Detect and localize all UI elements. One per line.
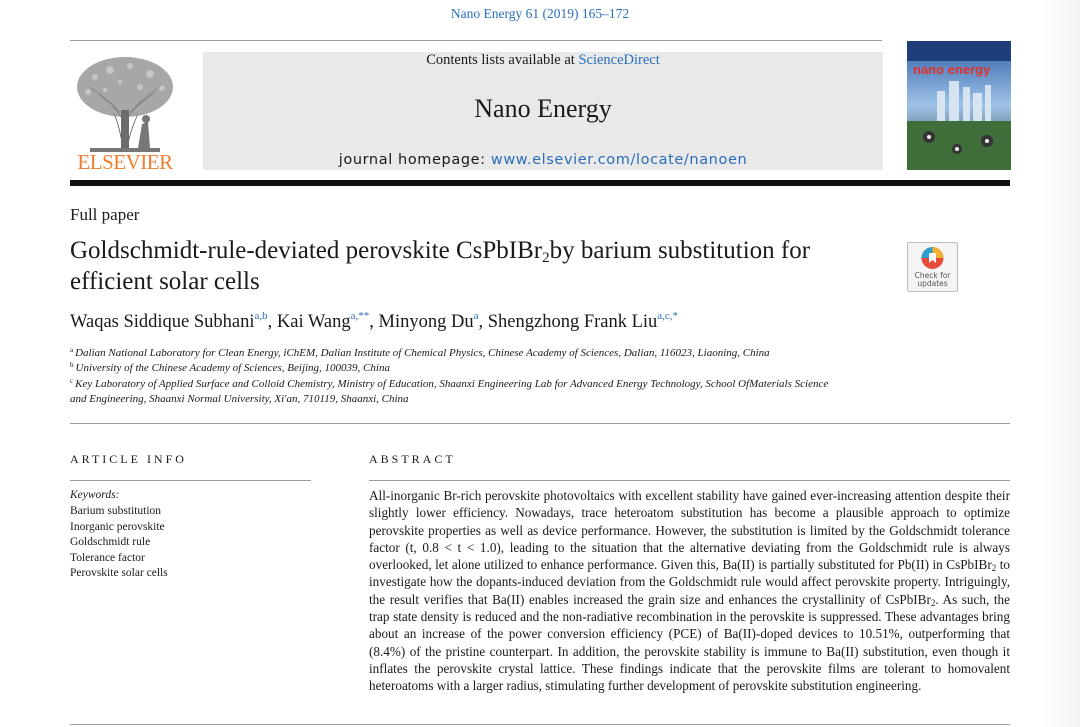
affiliation-c-continued: and Engineering, Shaanxi Normal University, Xi'an, 710119, Shaanxi, China [70, 393, 409, 405]
top-divider [70, 40, 882, 41]
page-edge-shadow [1040, 0, 1080, 727]
article-title: Goldschmidt-rule-deviated perovskite CsPbIBr$_2$by barium substitution for efficient solar cells [70, 237, 811, 295]
author[interactable]: Kai Wang$^{a,**}$ [276, 310, 370, 332]
contents-line [203, 52, 883, 69]
journal-cover-image[interactable] [907, 41, 1011, 170]
affiliation-c: $^c$ Key Laboratory of Applied Surface and Colloid Chemistry, Ministry of Education, Shaanxi Engineering Lab for Advanced Energy Technology, School OfMaterials Science [70, 377, 829, 390]
author-list: Waqas Siddique Subhani$^{a,b}$, Kai Wang$^{a,**}$, Minyong Du$^a$, Shengzhong Frank Liu$^{a,c,*}$ [70, 310, 679, 332]
keywords-label: Keywords: [70, 489, 120, 501]
affiliation-b: $^b$ University of the Chinese Academy of Sciences, Beijing, 100039, China [70, 361, 390, 374]
check-updates-icon [908, 243, 957, 273]
author[interactable]: Minyong Du$^a$ [378, 310, 479, 332]
journal-name: Nano Energy [474, 94, 612, 123]
abstract-text: All-inorganic Br-rich perovskite photovoltaics with excellent stability have gained ever-increasing attention despite their slightly lower efficiency. Nowadays, trace heteroatom substitution has become a plausible approach to optimize perovskite properties as well as device performance. However, the substitution is limited by the Goldschmidt tolerance factor (t, 0.8 < t < 1.0), leading to the situation that the alternative deviating from the Goldschmidt rule is always overlooked, let alone utilized to enhance performance. Given this, Ba(II) is partially substituted for Pb(II) in CsPbIBr$_2$ to investigate how the dopants-induced deviation from the Goldschmidt rule would affect perovskite property. Intriguingly, the result verifies that Ba(II) enables increased the grain size and enhances the crystallinity of CsPbIBr$_2$. As such, the trap state density is reduced and the non-radiative recombination in the perovskite is suppressed. These advantages bring about an increase of the power conversion efficiency (PCE) of Ba(II)-doped devices to 10.51%, outperforming that (8.4%) of the pristine counterpart. In addition, the perovskite stability is immune to Ba(II) substitution, even though it inflates the perovskite crystal lattice. These findings indicate that the perovskite films are tolerant to homovalent heteroatoms with a larger radius, stimulating further development of perovskite substitution engineering. [369, 488, 1011, 694]
sciencedirect-link[interactable]: ScienceDirect [578, 52, 660, 68]
contents-prefix: Contents lists available at [426, 52, 579, 68]
section-divider [70, 423, 1010, 424]
abstract-divider [369, 480, 1010, 481]
abstract-heading: ABSTRACT [369, 452, 456, 466]
journal-homepage-line [203, 152, 883, 168]
keywords-list [70, 504, 168, 582]
homepage-prefix: journal homepage: [338, 152, 491, 168]
check-for-updates-label: Check for updates [914, 271, 951, 288]
keyword: Inorganic perovskite [70, 520, 165, 533]
cover-title: nano energy [913, 62, 991, 77]
keyword: Barium substitution [70, 505, 162, 517]
author[interactable]: Shengzhong Frank Liu$^{a,c,*}$ [487, 310, 679, 332]
affiliation-a: $^a$ Dalian National Laboratory for Clean Energy, iChEM, Dalian Institute of Chemical Physics, Chinese Academy of Sciences, Dalian, 116023, Liaoning, China [70, 346, 770, 359]
author[interactable]: Waqas Siddique Subhani$^{a,b}$ [70, 310, 268, 332]
keyword: Tolerance factor [70, 551, 145, 564]
article-type: Full paper [70, 205, 140, 224]
journal-citation[interactable]: Nano Energy 61 (2019) 165–172 [450, 6, 630, 21]
keyword: Goldschmidt rule [70, 536, 151, 548]
journal-homepage-link[interactable]: www.elsevier.com/locate/nanoen [490, 152, 748, 168]
keyword: Perovskite solar cells [70, 567, 168, 579]
elsevier-wordmark[interactable]: ELSEVIER [77, 150, 173, 174]
header-thick-divider [70, 180, 1010, 186]
article-info-heading: ARTICLE INFO [70, 452, 187, 466]
bottom-divider [70, 724, 1010, 725]
article-info-divider [70, 480, 311, 481]
